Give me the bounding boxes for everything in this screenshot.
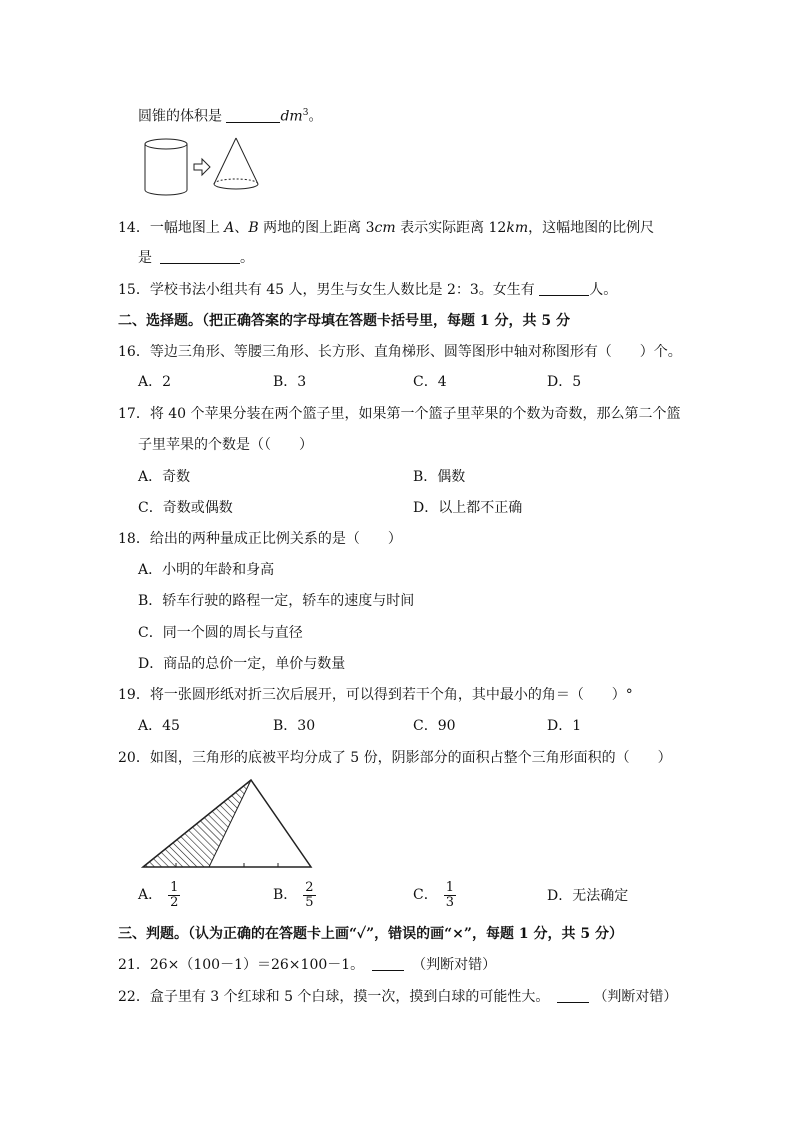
q20-option-a[interactable]	[138, 880, 180, 910]
unit: dm	[280, 108, 303, 125]
answer-blank[interactable]	[539, 281, 589, 296]
q15	[118, 281, 617, 299]
q18-option-a[interactable]: A．小明的年龄和身高	[138, 562, 275, 578]
q13-end: 。	[308, 108, 323, 125]
q18-option-b[interactable]: B．轿车行驶的路程一定，轿车的速度与时间	[138, 593, 415, 609]
option-label: A．	[138, 887, 163, 903]
unit-cm: cm	[374, 220, 396, 236]
unit-exponent: 3	[302, 108, 309, 118]
answer-blank[interactable]	[160, 249, 240, 264]
q17-option-a[interactable]: A．奇数	[138, 469, 191, 485]
q14-end: 。	[240, 250, 254, 266]
cylinder-cone-figure	[140, 136, 270, 198]
section-3-heading: 三、判题。（认为正确的在答题卡上画“✓”，错误的画“×”，每题 1 分，共 5 分）	[118, 926, 623, 942]
q22-end: （判断对错）	[593, 989, 678, 1005]
unit-km: km	[506, 220, 529, 236]
q16-option-b[interactable]: B．3	[273, 374, 307, 390]
section-2-heading: 二、选择题。（把正确答案的字母填在答题卡括号里，每题 1 分，共 5 分	[118, 313, 570, 329]
fraction	[303, 881, 315, 910]
q16-text: 16．等边三角形、等腰三角形、长方形、直角梯形、圆等图形中轴对称图形有（ ）个。	[118, 344, 682, 360]
q14-text-a: 14．一幅地图上	[118, 220, 225, 236]
q14-line1	[118, 219, 654, 237]
q21	[118, 956, 496, 974]
point-a: A	[224, 220, 235, 236]
q16-option-c[interactable]: C．4	[413, 374, 447, 390]
q13-continuation	[138, 104, 322, 126]
q17-line2: 子里苹果的个数是（（ ）	[138, 437, 313, 453]
cylinder-icon	[145, 139, 187, 195]
denominator: 3	[445, 894, 454, 910]
option-label: B．	[273, 887, 298, 903]
triangle-figure	[140, 775, 320, 873]
numerator: 1	[170, 879, 179, 895]
denominator: 2	[170, 894, 179, 910]
q16-option-d[interactable]: D．5	[547, 374, 582, 390]
q14-text-d: ，这幅地图的比例尺	[528, 220, 655, 236]
q15-text: 15．学校书法小组共有 45 人，男生与女生人数比是 2：3。女生有	[118, 282, 540, 298]
q18-text: 18．给出的两种量成正比例关系的是（ ）	[118, 531, 402, 547]
q14-line2	[138, 249, 254, 267]
q22	[118, 988, 677, 1006]
q21-text: 21．26×（100－1）＝26×100－1。	[118, 957, 365, 973]
denominator: 5	[305, 894, 314, 910]
q19-text: 19．将一张圆形纸对折三次后展开，可以得到若干个角，其中最小的角＝（ ）°	[118, 687, 633, 703]
q17-option-c[interactable]: C．奇数或偶数	[138, 500, 233, 516]
q14-text-b: 两地的图上距离 3	[258, 220, 375, 236]
numerator: 2	[305, 879, 314, 895]
answer-blank[interactable]	[372, 956, 404, 971]
q22-text: 22．盒子里有 3 个红球和 5 个白球，摸一次，摸到白球的可能性大。	[118, 989, 550, 1005]
numerator: 1	[445, 879, 454, 895]
q14-sep: 、	[234, 220, 249, 236]
q17-option-b[interactable]: B．偶数	[413, 469, 466, 485]
q15-end: 人。	[589, 282, 618, 298]
q19-option-a[interactable]: A．45	[138, 718, 180, 734]
q18-option-d[interactable]: D．商品的总价一定，单价与数量	[138, 656, 346, 672]
q14-text-2: 是	[138, 250, 152, 266]
q19-option-c[interactable]: C．90	[413, 718, 456, 734]
q16-option-a[interactable]: A．2	[138, 374, 172, 390]
q19-option-b[interactable]: B．30	[273, 718, 316, 734]
q19-option-d[interactable]: D．1	[547, 718, 582, 734]
q20-option-c[interactable]	[413, 880, 456, 910]
answer-blank[interactable]	[226, 108, 280, 123]
q20-option-b[interactable]	[273, 880, 316, 910]
fraction	[168, 881, 180, 910]
q14-text-c: 表示实际距离 12	[395, 220, 507, 236]
point-b: B	[248, 220, 259, 236]
fraction	[444, 881, 456, 910]
q21-end: （判断对错）	[412, 957, 497, 973]
q17-line1: 17．将 40 个苹果分装在两个篮子里，如果第一个篮子里苹果的个数为奇数，那么第二个篮	[118, 406, 681, 422]
q18-option-c[interactable]: C．同一个圆的周长与直径	[138, 625, 303, 641]
q20-text: 20．如图，三角形的底被平均分成了 5 份，阴影部分的面积占整个三角形面积的（ ）	[118, 750, 672, 766]
q17-option-d[interactable]: D．以上都不正确	[413, 500, 523, 516]
arrow-icon	[194, 159, 210, 175]
q20-option-d[interactable]: D．无法确定	[547, 888, 629, 904]
q13-text: 圆锥的体积是	[138, 108, 227, 125]
answer-blank[interactable]	[557, 988, 589, 1003]
option-label: C．	[413, 887, 438, 903]
cone-icon	[214, 138, 258, 189]
